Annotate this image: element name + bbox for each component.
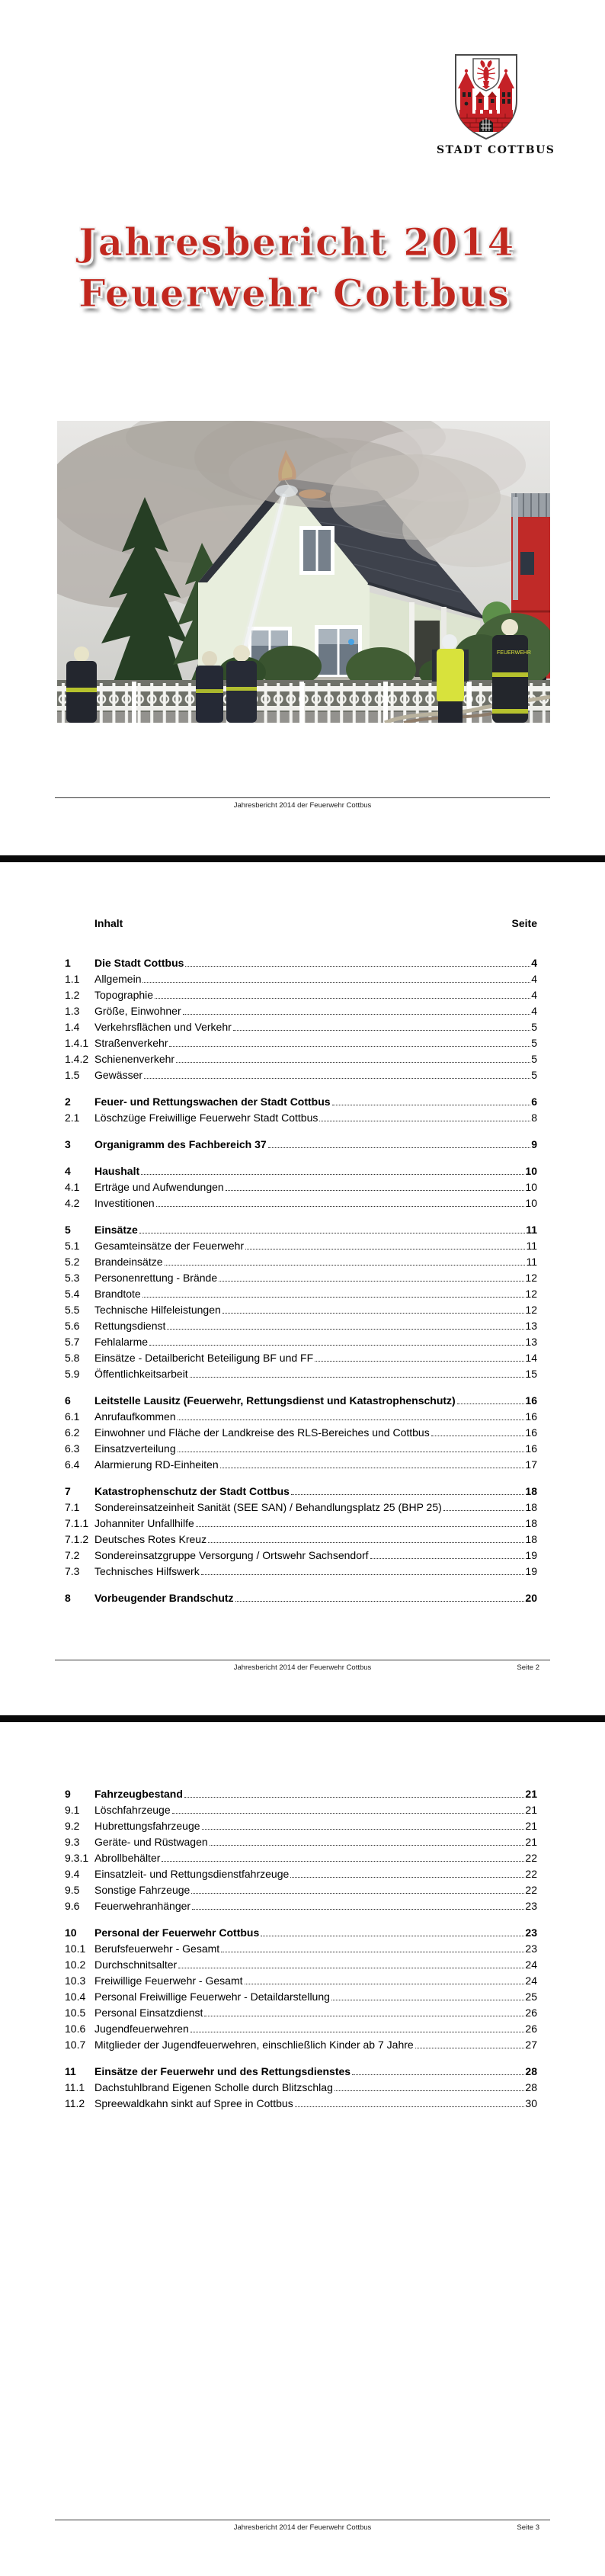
toc-entry-page: 10: [525, 1165, 537, 1177]
toc-entry-number: 5.5: [65, 1304, 80, 1316]
toc-heading-seite: Seite: [511, 917, 537, 929]
toc-entry: [65, 1532, 537, 1548]
footer-title: Jahresbericht 2014 der Feuerwehr Cottbus: [233, 2523, 372, 2532]
toc-entry: [65, 1441, 537, 1457]
toc-entry-title: Erträge und Aufwendungen: [94, 1181, 224, 1193]
toc-entry: [65, 2005, 537, 2021]
toc-leader-dots: [202, 1829, 525, 1830]
toc-entry-title: Johanniter Unfallhilfe: [94, 1517, 194, 1529]
toc-entry-title: Anrufaufkommen: [94, 1410, 176, 1423]
toc-entry: [65, 2021, 537, 2037]
logo-caption: STADT COTTBUS: [437, 144, 555, 156]
toc-leader-dots: [291, 1494, 525, 1495]
toc-leader-dots: [183, 1014, 531, 1015]
toc-entry: [65, 1393, 537, 1409]
toc-entry-number: 1.4: [65, 1021, 80, 1033]
toc-entry-title: Gewässer: [94, 1069, 143, 1081]
toc-entry-page: 23: [525, 1926, 537, 1939]
toc-entry-title: Abrollbehälter: [94, 1852, 161, 1864]
toc-entry-title: Gesamteinsätze der Feuerwehr: [94, 1240, 245, 1252]
toc-entry-page: 16: [525, 1394, 537, 1407]
toc-entry-title: Die Stadt Cottbus: [94, 957, 184, 969]
toc-entry-page: 22: [525, 1852, 537, 1864]
toc-entry: [65, 1318, 537, 1334]
toc-entry-page: 28: [525, 2081, 537, 2093]
toc-entry-title: Straßenverkehr: [94, 1037, 168, 1049]
toc-leader-dots: [144, 1078, 530, 1079]
page-footer: [55, 2520, 550, 2532]
toc-entry-title: Einsätze - Detailbericht Beteiligung BF und FF: [94, 1352, 314, 1364]
toc-entry: [65, 2096, 537, 2112]
toc-entry-number: 4: [65, 1165, 71, 1177]
toc-leader-dots: [219, 1281, 524, 1282]
toc-entry: [65, 1564, 537, 1580]
toc-leader-dots: [226, 1190, 525, 1191]
toc-entry-number: 10.2: [65, 1958, 86, 1971]
cover-photo: [57, 421, 550, 723]
toc-entry-page: 21: [525, 1804, 537, 1816]
toc-entry-page: 23: [525, 1900, 537, 1912]
toc-entry: [65, 1270, 537, 1286]
toc-entry-number: 7.1: [65, 1501, 80, 1513]
toc-entry: [65, 1366, 537, 1382]
toc-entry: [65, 1500, 537, 1516]
toc-entry-number: 9.3: [65, 1836, 80, 1848]
toc-entry-number: 9.1: [65, 1804, 80, 1816]
toc-entry-number: 5.4: [65, 1288, 80, 1300]
report-title: [78, 217, 515, 319]
toc-entry-page: 5: [531, 1037, 537, 1049]
toc-entry-page: 24: [525, 1975, 537, 1987]
toc-entry-page: 19: [525, 1565, 537, 1577]
toc-entry-number: 5.8: [65, 1352, 80, 1364]
toc-entry-page: 18: [525, 1533, 537, 1545]
toc-entry-page: 21: [525, 1836, 537, 1848]
city-logo: [437, 53, 555, 156]
toc-entry-number: 5.7: [65, 1336, 80, 1348]
toc-leader-dots: [167, 1329, 524, 1330]
toc-entry-number: 7.2: [65, 1549, 80, 1561]
toc-entry-page: 16: [525, 1410, 537, 1423]
toc-entry-title: Haushalt: [94, 1165, 140, 1177]
toc-heading-inhalt: Inhalt: [94, 917, 123, 929]
toc-entry: [65, 1973, 537, 1989]
toc-entry-page: 4: [531, 957, 537, 969]
toc-leader-dots: [315, 1361, 524, 1362]
toc-entry: [65, 1457, 537, 1473]
toc-entry-number: 3: [65, 1138, 71, 1150]
toc-entry-number: 4.1: [65, 1181, 80, 1193]
toc-entry-title: Katastrophenschutz der Stadt Cottbus: [94, 1485, 290, 1497]
toc-entry-title: Deutsches Rotes Kreuz: [94, 1533, 207, 1545]
toc-entry-title: Sondereinsatzgruppe Versorgung / Ortswehr Sachsendorf: [94, 1549, 369, 1561]
toc-entry-page: 13: [525, 1320, 537, 1332]
toc-entry-title: Berufsfeuerwehr - Gesamt: [94, 1942, 220, 1955]
toc-leader-dots: [290, 1877, 524, 1878]
toc-entry-number: 10.5: [65, 2007, 86, 2019]
toc-entry: [65, 1850, 537, 1866]
footer-title: Jahresbericht 2014 der Feuerwehr Cottbus: [233, 1663, 372, 1672]
toc-entry-number: 11.2: [65, 2097, 85, 2109]
toc-entry-page: 10: [525, 1197, 537, 1209]
toc-leader-dots: [190, 1377, 525, 1378]
toc-entry-number: 10.3: [65, 1975, 86, 1987]
toc-entry-number: 10.6: [65, 2023, 86, 2035]
toc-entry: [65, 1137, 537, 1153]
toc-leader-dots: [208, 1542, 524, 1543]
toc-leader-dots: [165, 1265, 526, 1266]
toc-entry-number: 5.3: [65, 1272, 80, 1284]
toc-entry: [65, 1786, 537, 1802]
toc-entry: [65, 1941, 537, 1957]
toc-leader-dots: [172, 1813, 525, 1814]
toc-entry-title: Fahrzeugbestand: [94, 1788, 183, 1800]
toc-entry-page: 20: [525, 1592, 537, 1604]
toc-entry-number: 1.1: [65, 973, 80, 985]
toc-entry-number: 7: [65, 1485, 71, 1497]
toc-entry-page: 30: [525, 2097, 537, 2109]
toc-entry-number: 1.5: [65, 1069, 80, 1081]
toc-entry-title: Brandeinsätze: [94, 1256, 163, 1268]
toc-leader-dots: [370, 1558, 525, 1559]
toc-entry: [65, 955, 537, 971]
toc-entry: [65, 1179, 537, 1195]
page-footer: [55, 1660, 550, 1672]
toc-entry: [65, 1818, 537, 1834]
toc-leader-dots: [335, 2090, 525, 2091]
toc-entry-number: 2.1: [65, 1112, 80, 1124]
toc-entry-title: Einsätze der Feuerwehr und des Rettungsdienstes: [94, 2065, 351, 2077]
toc-entry-title: Feuer- und Rettungswachen der Stadt Cottbus: [94, 1096, 331, 1108]
toc-entry-page: 21: [525, 1820, 537, 1832]
toc-entry-number: 5: [65, 1224, 71, 1236]
toc-entry: [65, 1866, 537, 1882]
toc-entry-title: Technische Hilfeleistungen: [94, 1304, 221, 1316]
toc-entry-page: 9: [531, 1138, 537, 1150]
toc-leader-dots: [210, 1845, 525, 1846]
toc-entry-number: 9.3.1: [65, 1852, 89, 1864]
toc-leader-dots: [155, 998, 530, 999]
toc-entry: [65, 1019, 537, 1035]
toc-entry-title: Personal der Feuerwehr Cottbus: [94, 1926, 260, 1939]
toc-entry-number: 7.3: [65, 1565, 80, 1577]
toc-entry-title: Einwohner und Fläche der Landkreise des RLS-Bereiches und Cottbus: [94, 1426, 430, 1439]
toc-entry-number: 9.4: [65, 1868, 80, 1880]
toc-entry-number: 6.2: [65, 1426, 80, 1439]
toc-entry-page: 12: [525, 1304, 537, 1316]
toc-entry-title: Verkehrsflächen und Verkehr: [94, 1021, 232, 1033]
toc-entry-page: 19: [525, 1549, 537, 1561]
toc-entry: [65, 1094, 537, 1110]
footer-page-number: Seite 2: [517, 1663, 539, 1672]
toc-entry: [65, 1802, 537, 1818]
toc-leader-dots: [268, 1147, 531, 1148]
toc-entry-title: Einsatzverteilung: [94, 1442, 176, 1455]
toc-entry-number: 1: [65, 957, 71, 969]
toc-entry-title: Löschfahrzeuge: [94, 1804, 171, 1816]
toc-entry-page: 17: [525, 1458, 537, 1471]
toc-entry: [65, 1925, 537, 1941]
toc-entry-number: 9.5: [65, 1884, 80, 1896]
toc-leader-dots: [201, 1574, 525, 1575]
toc-entry-title: Geräte- und Rüstwagen: [94, 1836, 208, 1848]
house-fire-photo-illustration: [57, 421, 550, 723]
toc-leader-dots: [169, 1046, 530, 1047]
toc-entry-number: 10.7: [65, 2039, 86, 2051]
toc-leader-dots: [149, 1345, 524, 1346]
toc-entry: [65, 1163, 537, 1179]
toc-entry-title: Spreewaldkahn sinkt auf Spree in Cottbus: [94, 2097, 293, 2109]
toc-entry: [65, 1195, 537, 1211]
toc-list: [65, 1786, 537, 2112]
toc-entry-number: 11.1: [65, 2081, 85, 2093]
toc-entry: [65, 1003, 537, 1019]
toc-entry: [65, 1834, 537, 1850]
toc-entry: [65, 1882, 537, 1898]
toc-entry-page: 27: [525, 2039, 537, 2051]
toc-entry: [65, 1286, 537, 1302]
toc-entry-number: 5.1: [65, 1240, 80, 1252]
toc-entry-number: 5.6: [65, 1320, 80, 1332]
toc-entry-title: Größe, Einwohner: [94, 1005, 181, 1017]
toc-leader-dots: [457, 1403, 525, 1404]
toc-list: [65, 955, 537, 1606]
toc-entry-number: 7.1.1: [65, 1517, 89, 1529]
toc-entry: [65, 971, 537, 987]
toc-entry-page: 22: [525, 1868, 537, 1880]
toc-entry: [65, 1989, 537, 2005]
toc-entry: [65, 1110, 537, 1126]
toc-entry-page: 8: [531, 1112, 537, 1124]
toc-entry: [65, 1409, 537, 1425]
toc-leader-dots: [142, 982, 530, 983]
toc-entry-title: Technisches Hilfswerk: [94, 1565, 200, 1577]
toc-entry-page: 12: [525, 1272, 537, 1284]
toc-entry-title: Personal Freiwillige Feuerwehr - Detaildarstellung: [94, 1991, 330, 2003]
toc-entry-title: Leitstelle Lausitz (Feuerwehr, Rettungsdienst und Katastrophenschutz): [94, 1394, 456, 1407]
toc-entry: [65, 1334, 537, 1350]
toc-entry-page: 11: [526, 1224, 537, 1236]
toc-entry-title: Sondereinsatzeinheit Sanität (SEE SAN) / Behandlungsplatz 25 (BHP 25): [94, 1501, 442, 1513]
toc-entry-page: 18: [525, 1517, 537, 1529]
toc-entry-title: Organigramm des Fachbereich 37: [94, 1138, 267, 1150]
toc-entry-number: 6.3: [65, 1442, 80, 1455]
toc-entry-number: 1.4.2: [65, 1053, 89, 1065]
toc-entry: [65, 1548, 537, 1564]
toc-entry-title: Sonstige Fahrzeuge: [94, 1884, 190, 1896]
toc-entry-title: Topographie: [94, 989, 154, 1001]
toc-entry-page: 22: [525, 1884, 537, 1896]
toc-leader-dots: [184, 1797, 525, 1798]
toc-entry: [65, 1516, 537, 1532]
toc-entry-number: 6.4: [65, 1458, 80, 1471]
toc-entry-title: Schienenverkehr: [94, 1053, 175, 1065]
toc-entry-title: Personenrettung - Brände: [94, 1272, 218, 1284]
toc-entry-page: 13: [525, 1336, 537, 1348]
toc-leader-dots: [352, 2074, 524, 2075]
toc-entry-page: 5: [531, 1053, 537, 1065]
toc-leader-dots: [233, 1030, 530, 1031]
toc-entry-title: Allgemein: [94, 973, 142, 985]
toc-entry-page: 21: [525, 1788, 537, 1800]
toc-entry-title: Rettungsdienst: [94, 1320, 166, 1332]
toc-entry-number: 9.6: [65, 1900, 80, 1912]
toc-leader-dots: [141, 1174, 524, 1175]
toc-entry-title: Investitionen: [94, 1197, 155, 1209]
toc-entry-page: 10: [525, 1181, 537, 1193]
toc-entry-page: 5: [531, 1069, 537, 1081]
toc-leader-dots: [185, 966, 530, 967]
toc-entry-page: 24: [525, 1958, 537, 1971]
toc-entry: [65, 2037, 537, 2053]
cottbus-coat-of-arms-icon: [451, 53, 521, 141]
footer-page-number: Seite 3: [517, 2523, 539, 2532]
toc-leader-dots: [443, 1510, 525, 1511]
toc-entry-title: Einsatzleit- und Rettungsdienstfahrzeuge: [94, 1868, 290, 1880]
toc-entry-title: Brandtote: [94, 1288, 141, 1300]
toc-leader-dots: [156, 1206, 525, 1207]
toc-entry: [65, 1254, 537, 1270]
toc-entry-page: 28: [525, 2065, 537, 2077]
toc-entry-title: Hubrettungsfahrzeuge: [94, 1820, 200, 1832]
toc-entry-title: Mitglieder der Jugendfeuerwehren, einschließlich Kinder ab 7 Jahre: [94, 2039, 414, 2051]
toc-entry-number: 7.1.2: [65, 1533, 89, 1545]
toc-entry-number: 4.2: [65, 1197, 80, 1209]
toc-leader-dots: [142, 1297, 525, 1298]
toc-entry-title: Dachstuhlbrand Eigenen Scholle durch Blitzschlag: [94, 2081, 333, 2093]
toc-entry-page: 6: [531, 1096, 537, 1108]
toc-leader-dots: [295, 2106, 525, 2107]
toc-leader-dots: [162, 1861, 524, 1862]
toc-leader-dots: [176, 1062, 530, 1063]
footer-title: Jahresbericht 2014 der Feuerwehr Cottbus: [233, 801, 372, 810]
toc-entry-number: 1.4.1: [65, 1037, 89, 1049]
report-title-line2: Feuerwehr Cottbus: [78, 271, 511, 316]
toc-entry: [65, 1425, 537, 1441]
toc-entry-page: 12: [525, 1288, 537, 1300]
toc-entry-title: Löschzüge Freiwillige Feuerwehr Stadt Cottbus: [94, 1112, 319, 1124]
toc-leader-dots: [222, 1313, 525, 1314]
page-footer: [55, 797, 550, 810]
toc-entry-page: 11: [526, 1240, 537, 1252]
toc-heading: [65, 917, 537, 929]
toc-entry: [65, 1957, 537, 1973]
toc-entry-page: 26: [525, 2007, 537, 2019]
report-title-line1: Jahresbericht 2014: [78, 220, 516, 265]
toc-entry-title: Durchschnitsalter: [94, 1958, 178, 1971]
toc-entry-page: 11: [526, 1256, 537, 1268]
toc-entry-number: 1.2: [65, 989, 80, 1001]
toc-entry-page: 16: [525, 1442, 537, 1455]
toc-entry-title: Freiwillige Feuerwehr - Gesamt: [94, 1975, 243, 1987]
toc-leader-dots: [192, 1909, 524, 1910]
toc-entry-number: 6: [65, 1394, 71, 1407]
toc-entry: [65, 2064, 537, 2080]
toc-entry-number: 10.1: [65, 1942, 86, 1955]
toc-entry: [65, 2080, 537, 2096]
toc-entry-number: 8: [65, 1592, 71, 1604]
toc-entry: [65, 1238, 537, 1254]
toc-entry: [65, 1590, 537, 1606]
toc-entry-number: 11: [65, 2065, 76, 2077]
toc-entry: [65, 1067, 537, 1083]
toc-entry-title: Vorbeugender Brandschutz: [94, 1592, 234, 1604]
toc-page-1: [0, 862, 605, 1715]
toc-entry: [65, 1898, 537, 1914]
toc-entry: [65, 1302, 537, 1318]
toc-entry-page: 5: [531, 1021, 537, 1033]
toc-entry-number: 2: [65, 1096, 71, 1108]
toc-entry-number: 1.3: [65, 1005, 80, 1017]
toc-entry-title: Einsätze: [94, 1224, 138, 1236]
toc-entry-number: 10.4: [65, 1991, 86, 2003]
toc-page-2: [0, 1722, 605, 2576]
toc-entry-page: 4: [531, 973, 537, 985]
toc-entry-number: 5.2: [65, 1256, 80, 1268]
toc-entry-page: 4: [531, 989, 537, 1001]
toc-leader-dots: [235, 1601, 525, 1602]
toc-entry-number: 9: [65, 1788, 71, 1800]
toc-entry-page: 23: [525, 1942, 537, 1955]
toc-entry-number: 5.9: [65, 1368, 80, 1380]
cover-page: [0, 0, 605, 855]
toc-entry-number: 9.2: [65, 1820, 80, 1832]
toc-entry-title: Jugendfeuerwehren: [94, 2023, 189, 2035]
toc-entry: [65, 1051, 537, 1067]
page-separator: [0, 1715, 605, 1722]
toc-entry: [65, 1484, 537, 1500]
toc-entry-page: 14: [525, 1352, 537, 1364]
toc-entry-number: 6.1: [65, 1410, 80, 1423]
toc-leader-dots: [245, 1249, 525, 1250]
toc-entry-page: 26: [525, 2023, 537, 2035]
toc-entry-page: 16: [525, 1426, 537, 1439]
jacket-text: FEUERWEHR: [497, 650, 531, 656]
toc-entry: [65, 987, 537, 1003]
toc-leader-dots: [191, 1893, 524, 1894]
toc-entry-page: 18: [525, 1485, 537, 1497]
toc-entry-title: Personal Einsatzdienst: [94, 2007, 203, 2019]
toc-entry-title: Feuerwehranhänger: [94, 1900, 191, 1912]
toc-entry: [65, 1222, 537, 1238]
toc-entry-page: 15: [525, 1368, 537, 1380]
toc-entry-title: Öffentlichkeitsarbeit: [94, 1368, 188, 1380]
toc-entry: [65, 1350, 537, 1366]
toc-entry-title: Fehlalarme: [94, 1336, 149, 1348]
toc-entry-page: 4: [531, 1005, 537, 1017]
toc-entry-page: 18: [525, 1501, 537, 1513]
toc-entry-page: 25: [525, 1991, 537, 2003]
page-separator: [0, 855, 605, 862]
toc-entry-title: Alarmierung RD-Einheiten: [94, 1458, 219, 1471]
toc-entry: [65, 1035, 537, 1051]
toc-entry-number: 10: [65, 1926, 77, 1939]
toc-leader-dots: [196, 1526, 525, 1527]
